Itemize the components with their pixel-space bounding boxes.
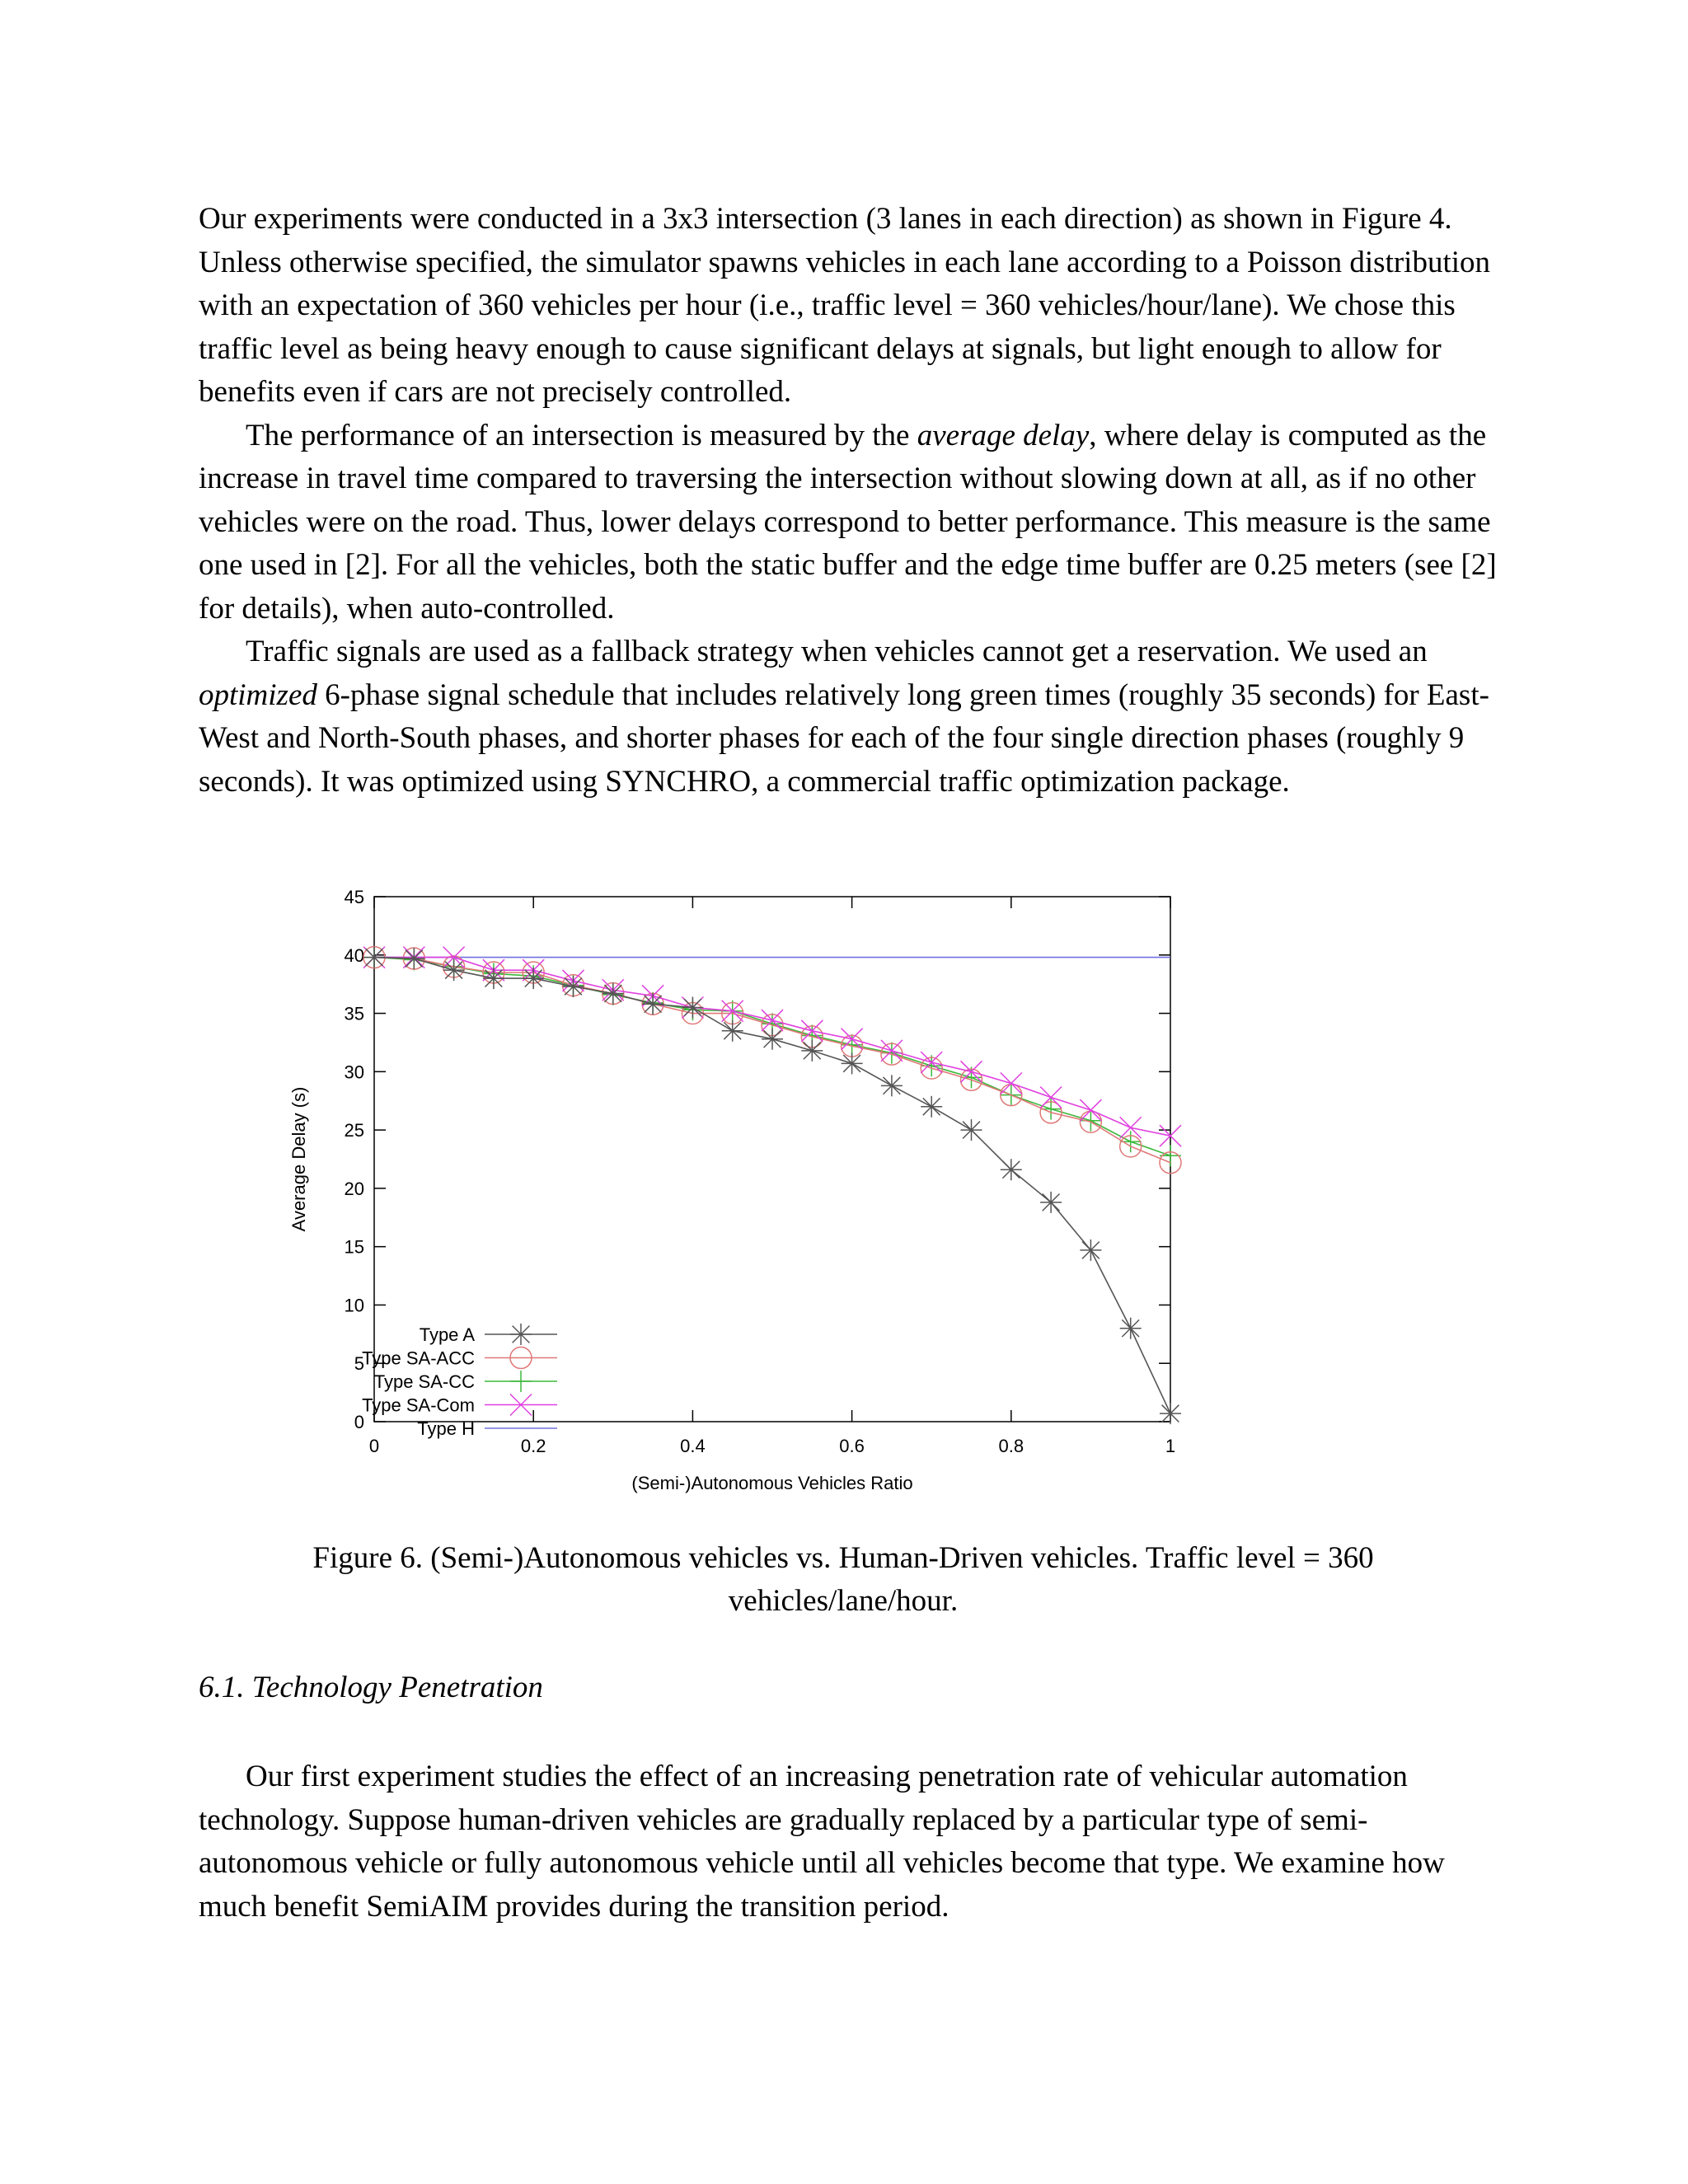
figure-6: [280, 886, 1228, 1512]
point-type-a: [961, 1119, 982, 1141]
legend-entry-type-a: [420, 1324, 557, 1345]
y-tick-label: 30: [344, 1062, 364, 1083]
legend-marker: [510, 1324, 532, 1345]
y-tick-label: 35: [344, 1003, 364, 1024]
x-tick-label: 0.4: [680, 1436, 706, 1456]
y-tick-label: 40: [344, 944, 364, 966]
series-type-sa-acc: [363, 947, 1181, 1174]
x-tick-label: 0.6: [839, 1436, 865, 1456]
point-type-a: [1160, 1403, 1181, 1424]
paragraph-1: Our experiments were conducted in a 3x3 intersection (3 lanes in each direction) as shown in Figure 4. Unless otherwise specified, the simulator spawns vehicles in each lane according to a Poisson distribution with an expectation of 360 vehicles per hour (i.e., traffic level = 360 vehicles/hour/lane). We chose this traffic level as being heavy enough to cause significant delays at signals, but light enough to allow for benefits even if cars are not precisely controlled.: [199, 202, 1491, 409]
y-tick-label: 10: [344, 1295, 364, 1316]
point-type-a: [801, 1040, 823, 1062]
y-tick-label: 25: [344, 1120, 364, 1141]
legend-label: Type SA-Com: [362, 1394, 475, 1416]
x-tick-label: 0: [368, 1436, 380, 1456]
paragraph-4: Our first experiment studies the effect of an increasing penetration rate of vehicular automation technology. Suppose human-driven vehicles are gradually replaced by a particular type of semi-autonomous vehicle or fully autonomous vehicle until all vehicles become that type. We examine how much benefit SemiAIM provides during the transition period.: [199, 1760, 1445, 1924]
y-axis-label: Average Delay (s): [288, 1086, 309, 1232]
point-type-a: [563, 976, 584, 997]
y-tick-label: 15: [344, 1236, 364, 1258]
point-type-a: [403, 948, 424, 969]
point-type-a: [1040, 1192, 1062, 1213]
point-type-a: [722, 1020, 743, 1042]
body-text-top: [199, 198, 1501, 804]
point-type-a: [603, 982, 624, 1004]
legend-label: Type H: [417, 1418, 475, 1439]
legend-entry-type-sa-acc: [362, 1347, 557, 1369]
x-tick-label: 1: [1165, 1436, 1176, 1456]
emphasis-optimized: optimized: [199, 677, 317, 712]
legend-label: Type A: [419, 1324, 475, 1345]
point-type-a: [762, 1029, 783, 1050]
y-tick-label: 45: [344, 887, 364, 907]
point-type-a: [363, 947, 385, 968]
legend-marker: [510, 1371, 532, 1392]
point-type-a: [682, 996, 703, 1018]
emphasis-average-delay: average delay: [917, 418, 1090, 452]
figure-caption: Figure 6. (Semi-)Autonomous vehicles vs. Human-Driven vehicles. Traffic level = 360 vehicles/lane/hour.: [312, 1541, 1374, 1618]
legend-entry-type-sa-com: [362, 1394, 557, 1416]
point-type-a: [1120, 1318, 1142, 1339]
y-tick-label: 5: [354, 1353, 364, 1375]
body-text-bottom: [199, 1755, 1501, 1929]
x-tick-label: 0.8: [998, 1436, 1025, 1456]
point-type-a: [1080, 1240, 1101, 1261]
y-tick-label: 20: [344, 1178, 364, 1199]
point-type-a: [842, 1052, 863, 1074]
point-type-a: [523, 968, 544, 989]
section-heading: 6.1. Technology Penetration: [199, 1671, 543, 1704]
point-type-a: [483, 968, 504, 989]
legend-label: Type SA-ACC: [362, 1347, 475, 1369]
paragraph-2: The performance of an intersection is measured by the average delay, where delay is computed as the increase in travel time compared to traversing the intersection without slowing down at all, as if no other vehicles were on the road. Thus, lower delays correspond to better performance. This measure is the same one used in [2]. For all the vehicles, both the static buffer and the edge time buffer are 0.25 meters (see [2] for details), when auto-controlled.: [199, 418, 1497, 626]
x-axis-label: (Semi-)Autonomous Vehicles Ratio: [631, 1473, 913, 1493]
paragraph-3: Traffic signals are used as a fallback strategy when vehicles cannot get a reservation. We used an optimized 6-phase signal schedule that includes relatively long green times (roughly 35 seconds) for East-West and North-South phases, and shorter phases for each of the four single direction phases (roughly 9 seconds). It was optimized using SYNCHRO, a commercial traffic optimization package.: [199, 635, 1489, 799]
point-type-a: [921, 1096, 942, 1118]
point-type-a: [881, 1075, 903, 1096]
y-tick-label: 0: [354, 1412, 364, 1432]
point-type-a: [443, 959, 465, 981]
legend-label: Type SA-CC: [373, 1371, 475, 1392]
point-type-a: [1001, 1159, 1022, 1180]
x-tick-label: 0.2: [520, 1436, 546, 1456]
point-type-a: [642, 993, 663, 1015]
legend-entry-type-sa-cc: [374, 1371, 557, 1392]
delay-line-chart: [280, 886, 1228, 1512]
